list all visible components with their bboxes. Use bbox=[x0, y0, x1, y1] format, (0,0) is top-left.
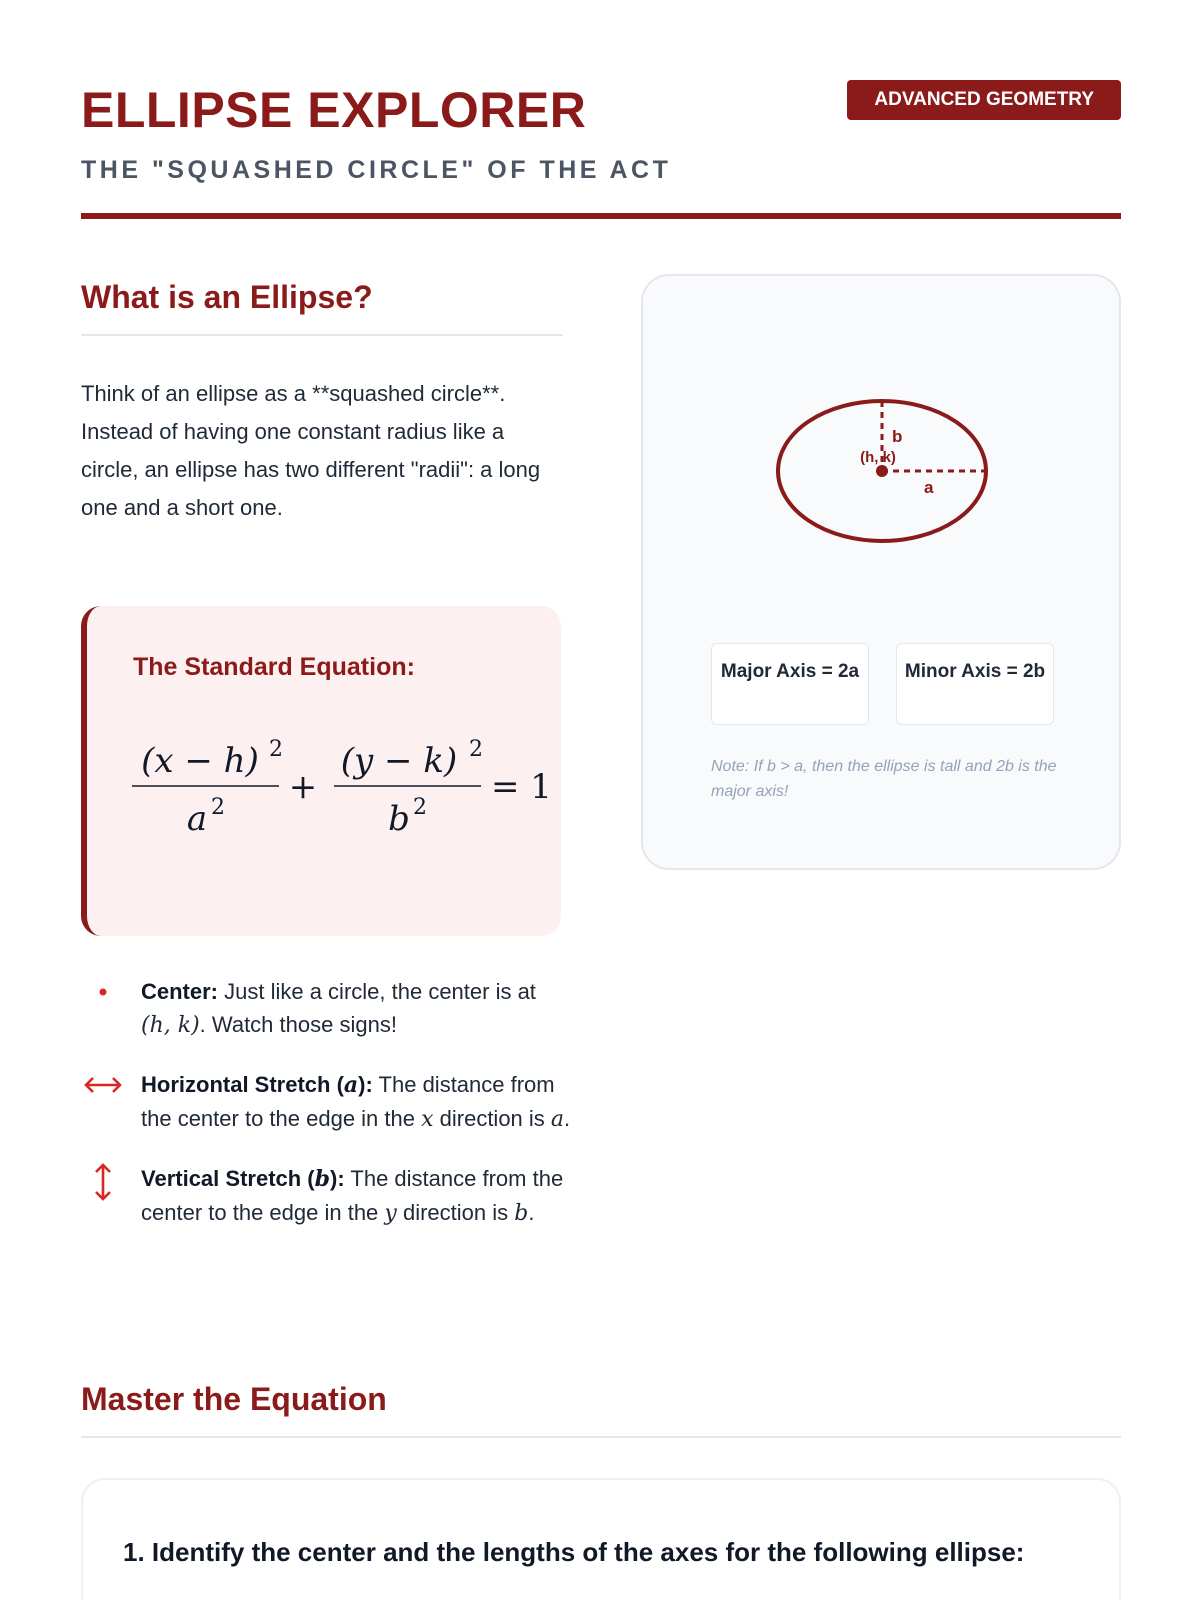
question-card bbox=[81, 1478, 1121, 1600]
vertical-stretch-label: Vertical Stretch (b): bbox=[141, 1166, 345, 1192]
eq-denominator-a: a bbox=[186, 799, 208, 839]
eq-exp-3: 2 bbox=[469, 737, 483, 762]
list-item-vertical-stretch: Vertical Stretch (b): The distance from the center to the edge in the y direction is b. bbox=[81, 1162, 571, 1230]
section-heading-master: Master the Equation bbox=[81, 1381, 387, 1417]
major-axis-box: Major Axis = 2a bbox=[711, 643, 869, 725]
minor-axis-box: Minor Axis = 2b bbox=[896, 643, 1054, 725]
eq-numerator-y: (y − k) bbox=[340, 741, 458, 781]
standard-equation-card bbox=[81, 606, 561, 936]
ellipse-diagram-card bbox=[641, 274, 1121, 870]
a-label: a bbox=[924, 478, 934, 497]
section-heading-what-is: What is an Ellipse? bbox=[81, 279, 373, 315]
center-point bbox=[876, 465, 888, 477]
standard-equation-formula bbox=[127, 734, 567, 844]
eq-exp-4: 2 bbox=[413, 795, 427, 820]
ellipse-diagram bbox=[643, 276, 1123, 576]
page-header bbox=[81, 80, 1121, 186]
center-label: Center: bbox=[141, 979, 219, 1004]
b-label: b bbox=[892, 427, 903, 446]
vertical-arrow-icon bbox=[81, 1162, 125, 1195]
eq-exp-1: 2 bbox=[269, 737, 283, 762]
horizontal-arrow-icon bbox=[81, 1068, 125, 1101]
equation-title: The Standard Equation: bbox=[133, 653, 415, 681]
eq-equals-one: = 1 bbox=[491, 767, 552, 807]
diagram-note: Note: If b > a, then the ellipse is tall and 2b is the major axis! bbox=[711, 758, 1057, 800]
category-badge: ADVANCED GEOMETRY bbox=[847, 80, 1121, 120]
eq-exp-2: 2 bbox=[211, 795, 225, 820]
dot-icon bbox=[81, 975, 125, 1008]
center-label: (h, k) bbox=[860, 449, 896, 466]
intro-paragraph: Think of an ellipse as a **squashed circle**. Instead of having one constant radius like a circle, an ellipse has two different "radii": a long one and a short one. bbox=[81, 381, 541, 520]
list-item-center: Center: Just like a circle, the center is at (h, k). Watch those signs! bbox=[81, 975, 571, 1042]
horizontal-stretch-label: Horizontal Stretch (a): bbox=[141, 1072, 373, 1098]
page-title: ELLIPSE EXPLORER bbox=[81, 82, 587, 138]
eq-denominator-b: b bbox=[388, 799, 410, 839]
question-text: 1. Identify the center and the lengths of the axes for the following ellipse: bbox=[123, 1537, 1025, 1567]
eq-numerator-x: (x − h) bbox=[141, 741, 259, 781]
list-item-horizontal-stretch: Horizontal Stretch (a): The distance from the center to the edge in the x direction is a. bbox=[81, 1068, 571, 1136]
section-divider bbox=[81, 334, 563, 336]
key-terms-list bbox=[81, 975, 571, 1256]
section-divider-2 bbox=[81, 1436, 1121, 1438]
eq-plus: + bbox=[288, 767, 318, 807]
page-subtitle: THE "SQUASHED CIRCLE" OF THE ACT bbox=[81, 156, 672, 184]
header-divider bbox=[81, 213, 1121, 219]
